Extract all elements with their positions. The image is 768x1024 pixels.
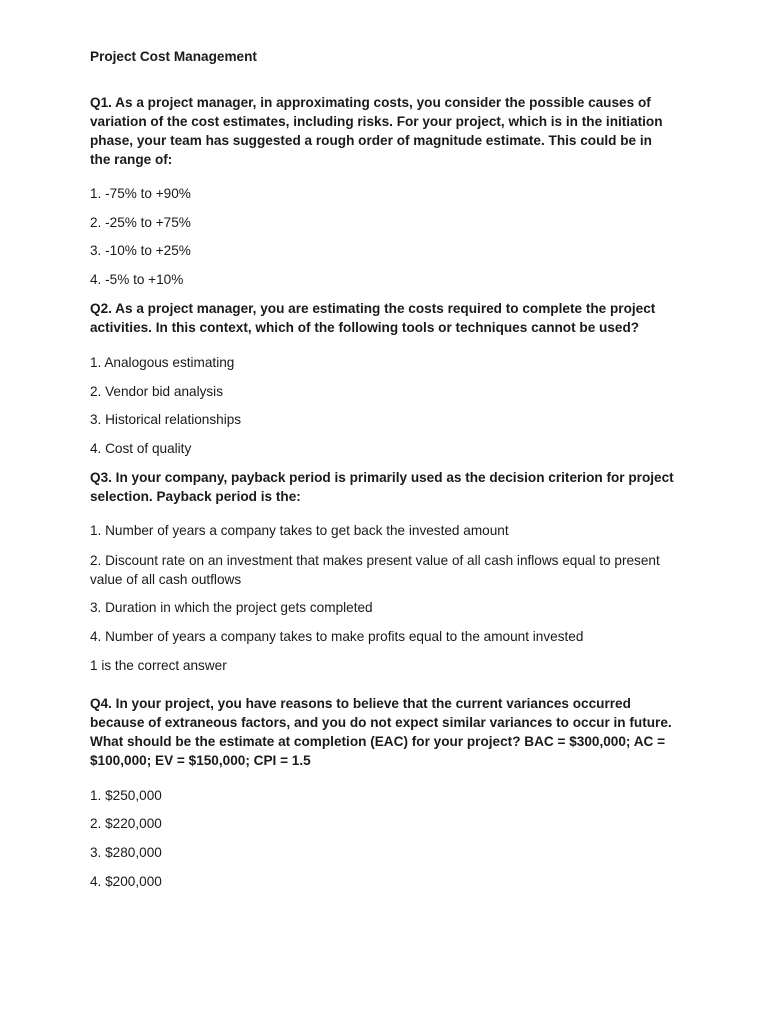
q4-option-2: 2. $220,000 bbox=[90, 816, 162, 831]
q3-option-3: 3. Duration in which the project gets completed bbox=[90, 600, 373, 615]
document-title: Project Cost Management bbox=[90, 49, 257, 64]
question-4: Q4. In your project, you have reasons to believe that the current variances occurred because of extraneous factors, and you do not expect similar variances to occur in future. What should be the estimate at completion (EAC) for your project? BAC = $300,000; AC = $100,000; EV = $150,000; CPI = 1.5 bbox=[90, 696, 672, 768]
q4-option-4: 4. $200,000 bbox=[90, 874, 162, 889]
q1-option-3: 3. -10% to +25% bbox=[90, 243, 191, 258]
q2-option-4: 4. Cost of quality bbox=[90, 441, 192, 456]
q3-option-1: 1. Number of years a company takes to get back the invested amount bbox=[90, 523, 509, 538]
q1-option-1: 1. -75% to +90% bbox=[90, 186, 191, 201]
q4-option-3: 3. $280,000 bbox=[90, 845, 162, 860]
q4-option-1: 1. $250,000 bbox=[90, 788, 162, 803]
q3-answer: 1 is the correct answer bbox=[90, 658, 227, 673]
q2-option-1: 1. Analogous estimating bbox=[90, 355, 235, 370]
q2-option-2: 2. Vendor bid analysis bbox=[90, 384, 224, 399]
question-3: Q3. In your company, payback period is primarily used as the decision criterion for project selection. Payback period is the: bbox=[90, 470, 674, 504]
question-2: Q2. As a project manager, you are estimating the costs required to complete the project activities. In this context, which of the following tools or techniques cannot be used? bbox=[90, 301, 656, 335]
q3-option-2: 2. Discount rate on an investment that makes present value of all cash inflows equal to present value of all cash outflows bbox=[90, 553, 660, 587]
q2-option-3: 3. Historical relationships bbox=[90, 412, 242, 427]
q1-option-2: 2. -25% to +75% bbox=[90, 215, 191, 230]
q3-option-4: 4. Number of years a company takes to make profits equal to the amount invested bbox=[90, 629, 584, 644]
question-1: Q1. As a project manager, in approximating costs, you consider the possible causes of variation of the cost estimates, including risks. For your project, which is in the initiation phase, your team has suggested a rough order of magnitude estimate. This could be in the range of: bbox=[90, 95, 663, 167]
q1-option-4: 4. -5% to +10% bbox=[90, 272, 184, 287]
